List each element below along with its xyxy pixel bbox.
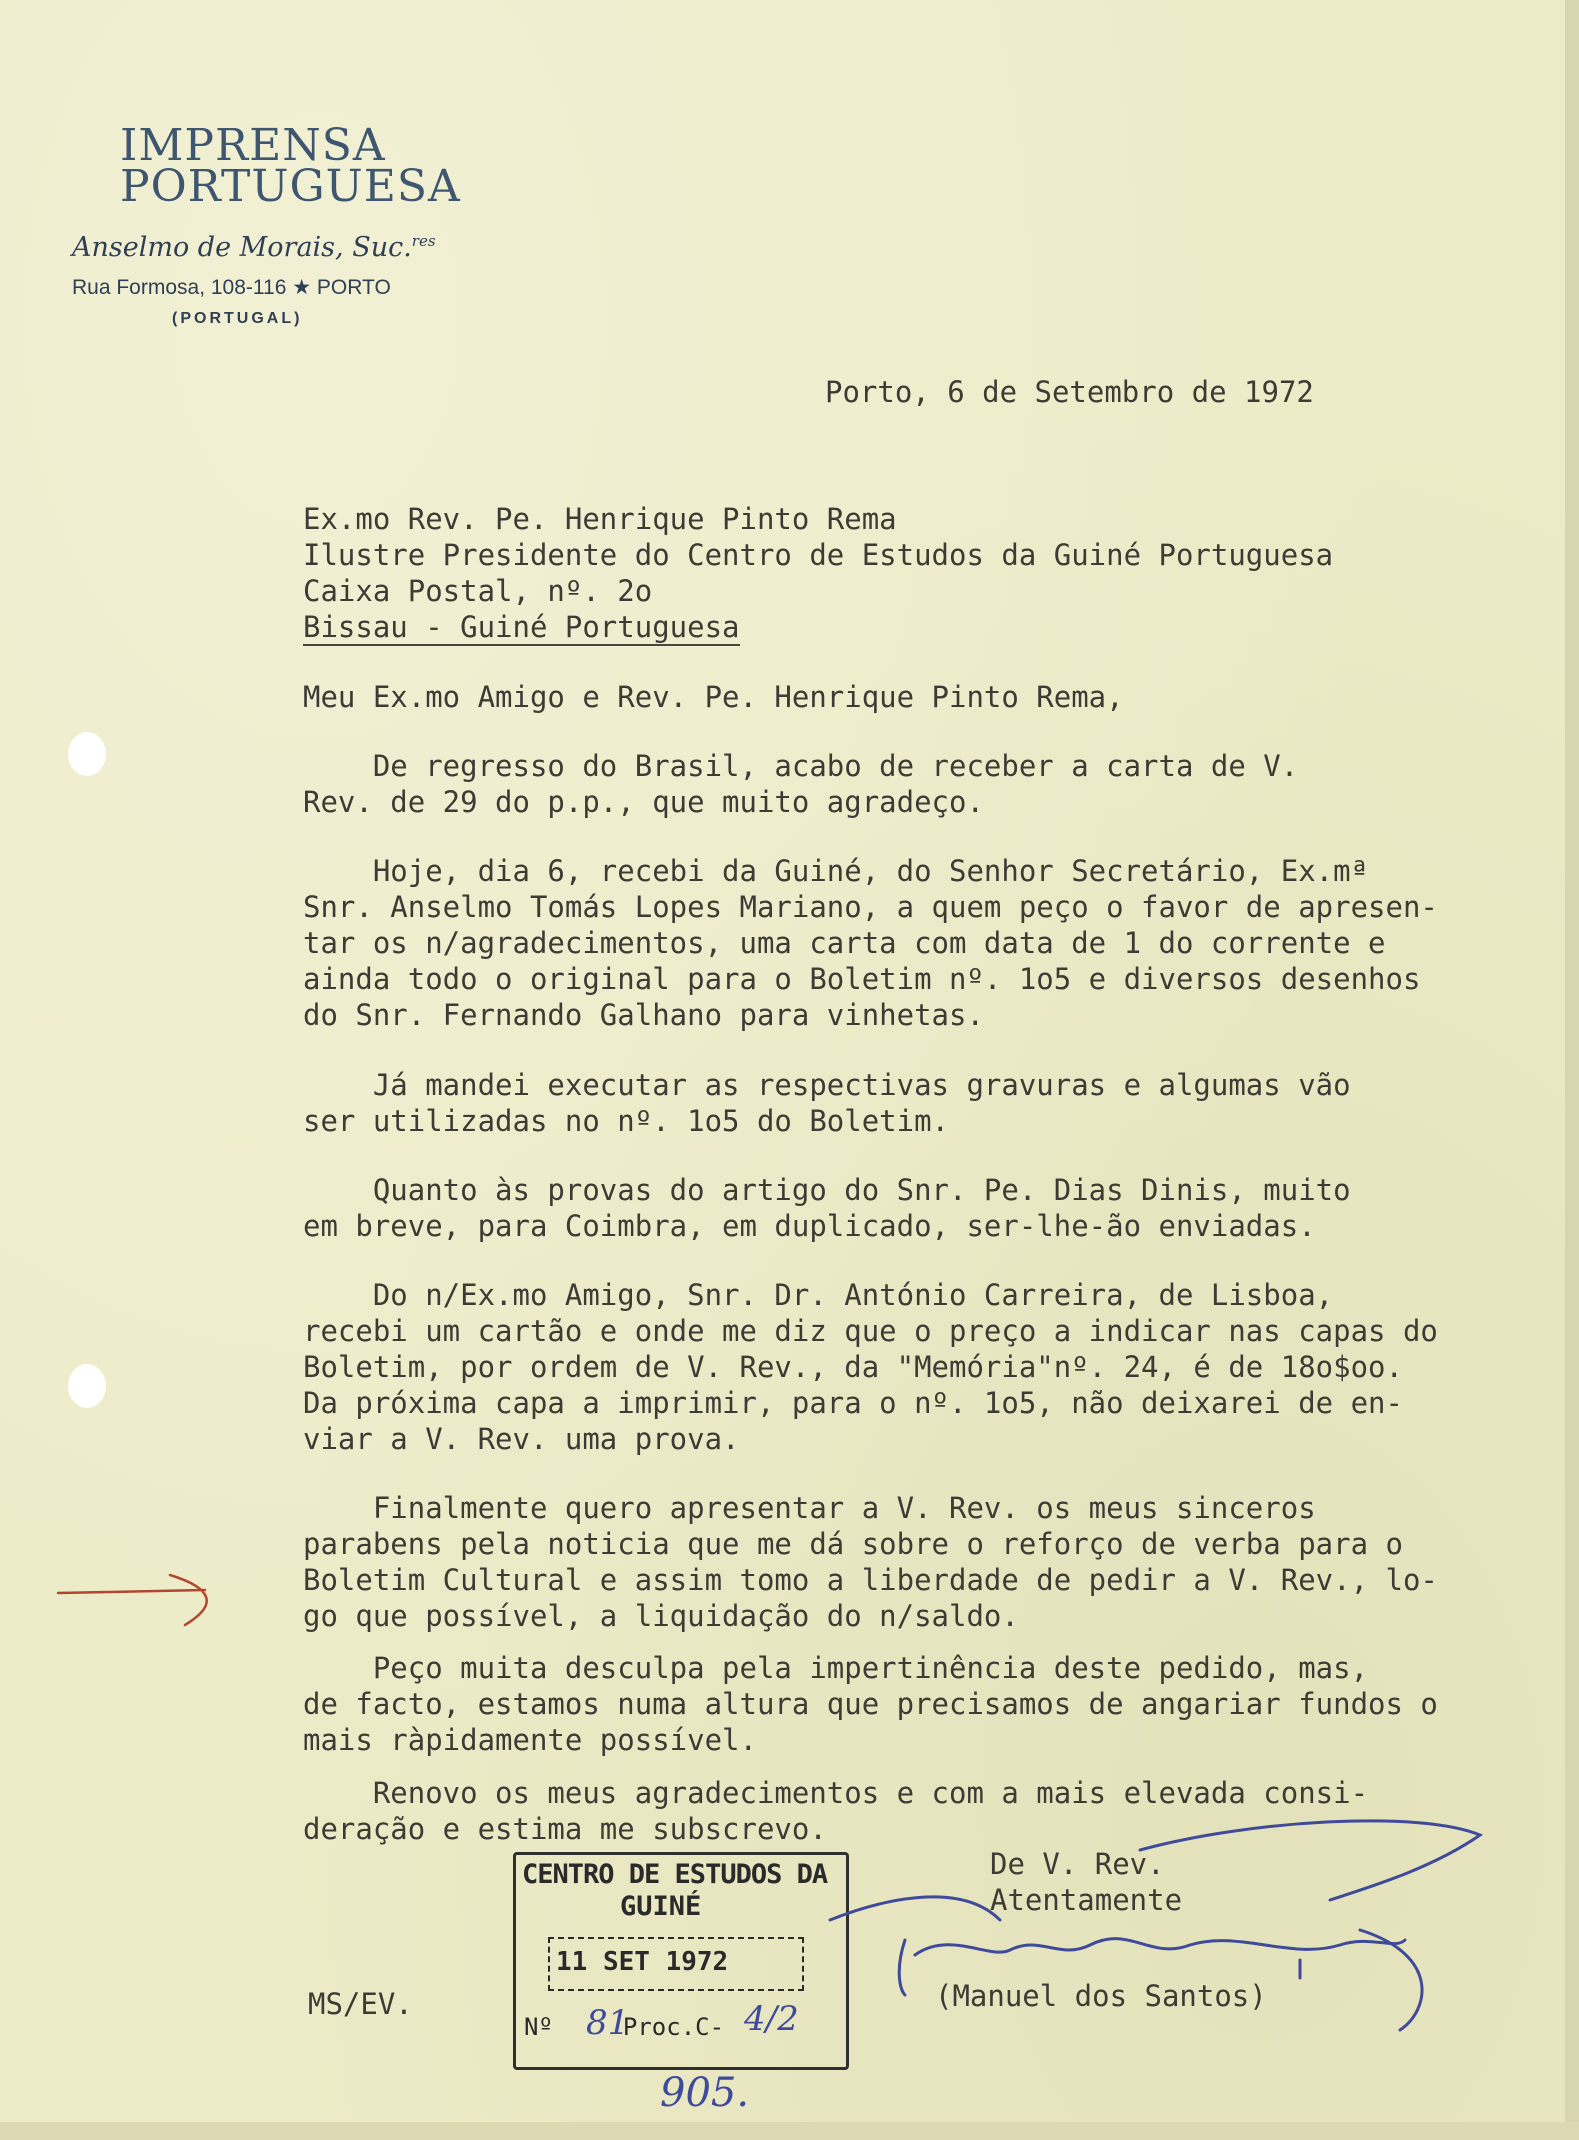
paragraph-3-line-2: ser utilizadas no nº. 1o5 do Boletim. [303, 1104, 950, 1138]
letterhead-name-line2: PORTUGUESA [120, 161, 461, 212]
paragraph-5-line-4: Da próxima capa a imprimir, para o nº. 1o5, não deixarei de en- [303, 1386, 1403, 1420]
stamp-line-1: CENTRO DE ESTUDOS DA [522, 1859, 828, 1890]
paragraph-5-line-5: viar a V. Rev. uma prova. [303, 1422, 740, 1456]
paragraph-5-line-2: recebi um cartão e onde me diz que o preço a indicar nas capas do [303, 1314, 1438, 1348]
recipient-line-3: Caixa Postal, nº. 2o [303, 574, 653, 608]
stamp-line-2: GUINÉ [620, 1891, 702, 1922]
date-line: Porto, 6 de Setembro de 1972 [825, 375, 1314, 409]
closing-line-1: De V. Rev. [990, 1847, 1165, 1881]
paragraph-6-line-3: Boletim Cultural e assim tomo a liberdade de pedir a V. Rev., lo- [303, 1563, 1438, 1597]
stamp-proc-handwritten: 4/2 [744, 1999, 799, 2039]
salutation: Meu Ex.mo Amigo e Rev. Pe. Henrique Pinto Rema, [303, 680, 1124, 714]
letterhead-country: (PORTUGAL) [172, 310, 303, 327]
paragraph-2-line-3: tar os n/agradecimentos, uma carta com data de 1 do corrente e [303, 926, 1386, 960]
recipient-line-2: Ilustre Presidente do Centro de Estudos da Guiné Portuguesa [303, 538, 1334, 572]
paragraph-4-line-1: Quanto às provas do artigo do Snr. Pe. Dias Dinis, muito [303, 1173, 1351, 1207]
paragraph-2-line-2: Snr. Anselmo Tomás Lopes Mariano, a quem peço o favor de apresen- [303, 890, 1438, 924]
recipient-line-1: Ex.mo Rev. Pe. Henrique Pinto Rema [303, 502, 897, 536]
paragraph-6-line-4: go que possível, a liquidação do n/saldo. [303, 1599, 1019, 1633]
paragraph-7-line-1: Peço muita desculpa pela impertinência deste pedido, mas, [303, 1651, 1369, 1685]
closing-line-2: Atentamente [990, 1883, 1183, 1917]
paragraph-7-line-2: de facto, estamos numa altura que precisamos de angariar fundos o [303, 1687, 1438, 1721]
letterhead-name-line1: IMPRENSA [120, 120, 386, 171]
paragraph-7-line-3: mais ràpidamente possível. [303, 1723, 757, 1757]
paragraph-8-line-1: Renovo os meus agradecimentos e com a mais elevada consi- [303, 1776, 1369, 1810]
red-arrow-mark [58, 1575, 207, 1625]
signature-mark [830, 1821, 1480, 2030]
paragraph-3-line-1: Já mandei executar as respectivas gravuras e algumas vão [303, 1068, 1351, 1102]
paragraph-1-line-2: Rev. de 29 do p.p., que muito agradeço. [303, 785, 984, 819]
paragraph-6-line-2: parabens pela noticia que me dá sobre o reforço de verba para o [303, 1527, 1403, 1561]
initials: MS/EV. [308, 1987, 413, 2021]
paragraph-2-line-5: do Snr. Fernando Galhano para vinhetas. [303, 998, 984, 1032]
paragraph-2-line-1: Hoje, dia 6, recebi da Guiné, do Senhor Secretário, Ex.mª [303, 854, 1369, 888]
paragraph-1-line-1: De regresso do Brasil, acabo de receber a carta de V. [303, 749, 1299, 783]
stamp-no-label: Nº [524, 2013, 553, 2041]
stamp-date: 11 SET 1972 [556, 1947, 729, 1977]
handwritten-file-number: 905. [660, 2070, 750, 2116]
paragraph-5-line-3: Boletim, por ordem de V. Rev., da "Memória"nº. 24, é de 18o$oo. [303, 1350, 1403, 1384]
paragraph-6-line-1: Finalmente quero apresentar a V. Rev. os meus sinceros [303, 1491, 1316, 1525]
recipient-line-4: Bissau - Guiné Portuguesa [303, 610, 740, 644]
letterhead-firm-name: Anselmo de Morais, Suc. [72, 232, 412, 263]
paragraph-5-line-1: Do n/Ex.mo Amigo, Snr. Dr. António Carreira, de Lisboa, [303, 1278, 1334, 1312]
paragraph-4-line-2: em breve, para Coimbra, em duplicado, ser-lhe-ão enviadas. [303, 1209, 1316, 1243]
stamp-number-handwritten: 81 [586, 2003, 630, 2043]
stamp-proc-label: Proc.C- [622, 2013, 725, 2041]
letterhead-firm-suffix: res [411, 232, 436, 250]
paragraph-8-line-2: deração e estima me subscrevo. [303, 1812, 827, 1846]
letterhead-address: Rua Formosa, 108-116 ★ PORTO [72, 276, 391, 299]
paragraph-2-line-4: ainda todo o original para o Boletim nº. 1o5 e diversos desenhos [303, 962, 1421, 996]
signer-name: (Manuel dos Santos) [935, 1979, 1267, 2013]
